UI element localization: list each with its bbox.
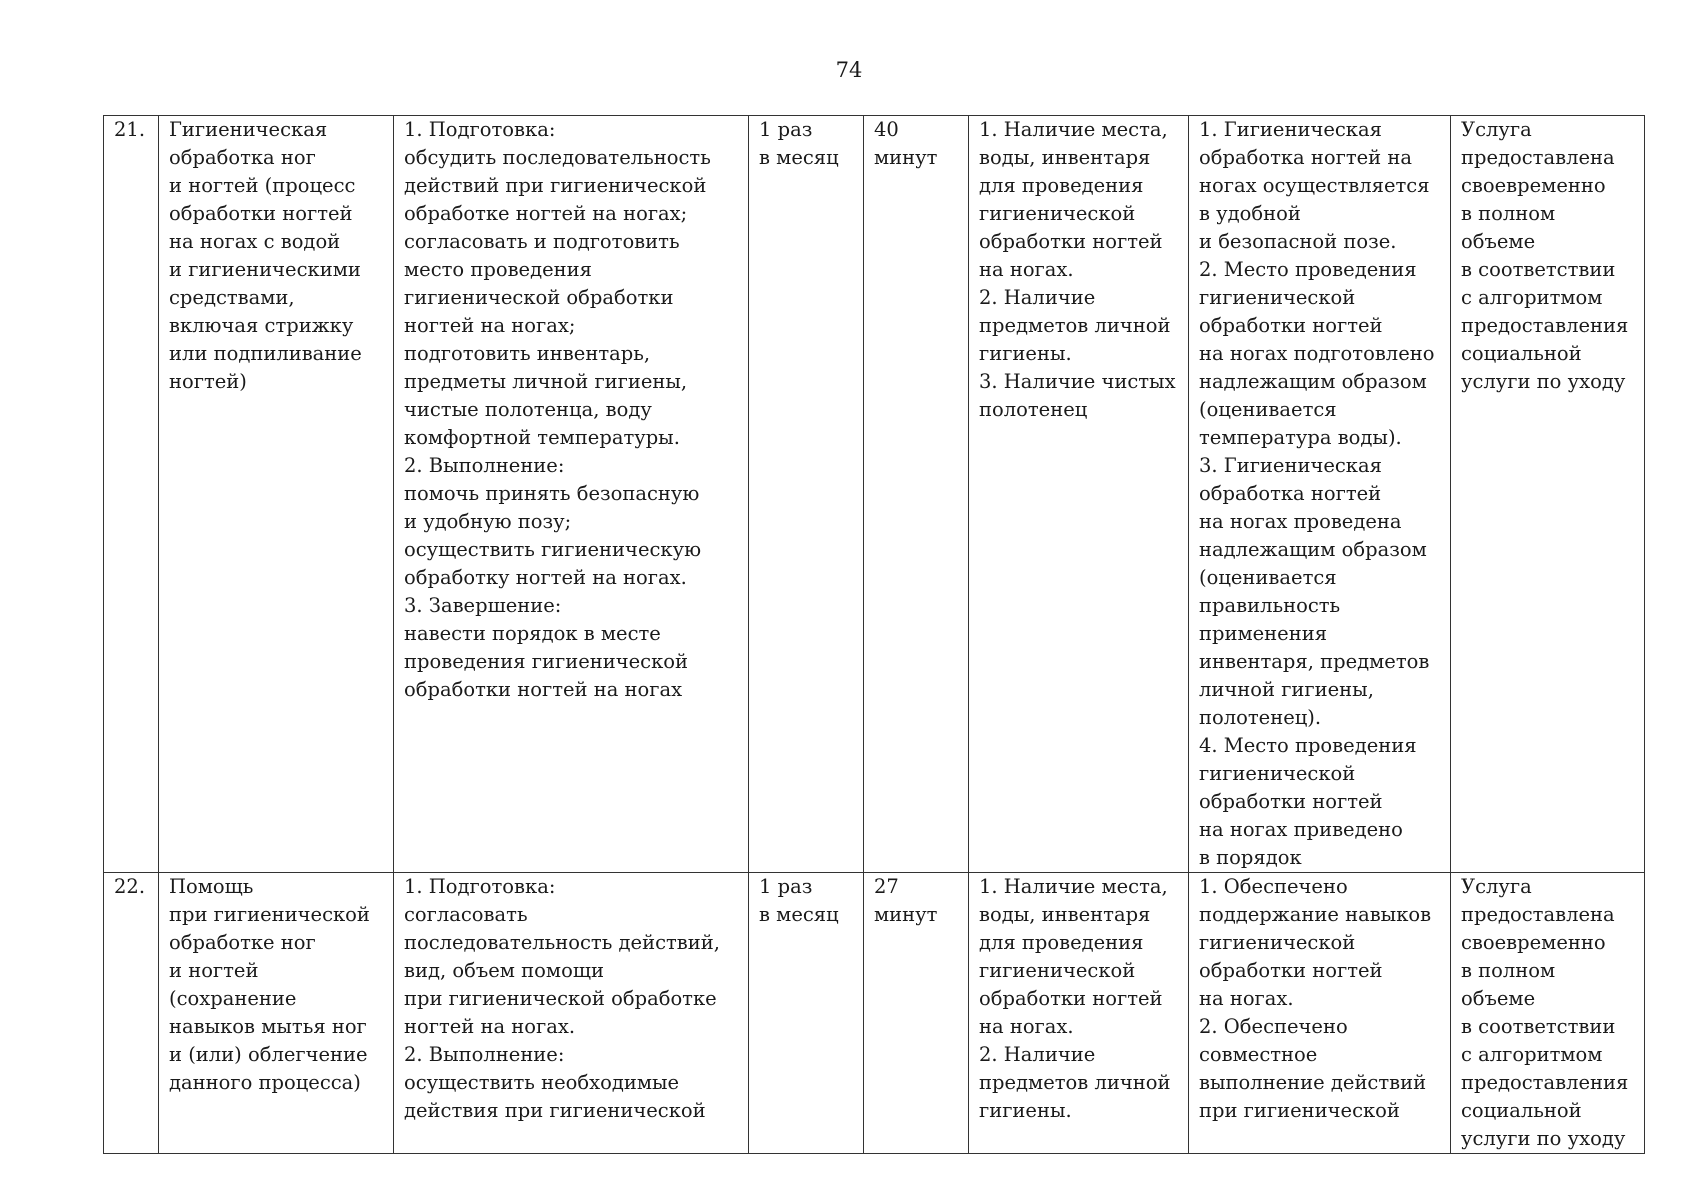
services-table xyxy=(103,115,1645,1154)
service-name-cell: Помощь при гигиенической обработке ног и ногтей (сохранение навыков мытья ног и (или) облегчение данного процесса) xyxy=(159,873,394,1154)
quality-indicators-cell: 1. Гигиеническая обработка ногтей на ногах осуществляется в удобной и безопасной позе. 2. Место проведения гигиенической обработки ногтей на ногах подготовлено надлежащим образом (оценивается температура воды). 3. Гигиеническая обработка ногтей на ногах проведена надлежащим образом (оценивается правильность применения инвентаря, предметов личной гигиены, полотенец). 4. Место проведения гигиенической обработки ногтей на ногах приведено в порядок xyxy=(1189,116,1451,873)
result-cell: Услуга предоставлена своевременно в полном объеме в соответствии с алгоритмом предоставления социальной услуги по уходу xyxy=(1451,116,1645,873)
row-number: 21. xyxy=(104,116,159,873)
duration-cell: 27 минут xyxy=(864,873,969,1154)
result-cell: Услуга предоставлена своевременно в полном объеме в соответствии с алгоритмом предоставления социальной услуги по уходу xyxy=(1451,873,1645,1154)
service-steps-cell: 1. Подготовка: согласовать последовательность действий, вид, объем помощи при гигиенической обработке ногтей на ногах. 2. Выполнение: осуществить необходимые действия при гигиенической xyxy=(394,873,749,1154)
quality-indicators-cell: 1. Обеспечено поддержание навыков гигиенической обработки ногтей на ногах. 2. Обеспечено совместное выполнение действий при гигиенической xyxy=(1189,873,1451,1154)
table-row xyxy=(104,116,1645,873)
service-steps-cell: 1. Подготовка: обсудить последовательность действий при гигиенической обработке ногтей на ногах; согласовать и подготовить место проведения гигиенической обработки ногтей на ногах; подготовить инвентарь, предметы личной гигиены, чистые полотенца, воду комфортной температуры. 2. Выполнение: помочь принять безопасную и удобную позу; осуществить гигиеническую обработку ногтей на ногах. 3. Завершение: навести порядок в месте проведения гигиенической обработки ногтей на ногах xyxy=(394,116,749,873)
table-row xyxy=(104,873,1645,1154)
page-number: 74 xyxy=(835,58,863,82)
conditions-cell: 1. Наличие места, воды, инвентаря для проведения гигиенической обработки ногтей на ногах. 2. Наличие предметов личной гигиены. xyxy=(969,873,1189,1154)
service-name-cell: Гигиеническая обработка ног и ногтей (процесс обработки ногтей на ногах с водой и гигиеническими средствами, включая стрижку или подпиливание ногтей) xyxy=(159,116,394,873)
frequency-cell: 1 раз в месяц xyxy=(749,116,864,873)
frequency-cell: 1 раз в месяц xyxy=(749,873,864,1154)
duration-cell: 40 минут xyxy=(864,116,969,873)
conditions-cell: 1. Наличие места, воды, инвентаря для проведения гигиенической обработки ногтей на ногах. 2. Наличие предметов личной гигиены. 3. Наличие чистых полотенец xyxy=(969,116,1189,873)
row-number: 22. xyxy=(104,873,159,1154)
